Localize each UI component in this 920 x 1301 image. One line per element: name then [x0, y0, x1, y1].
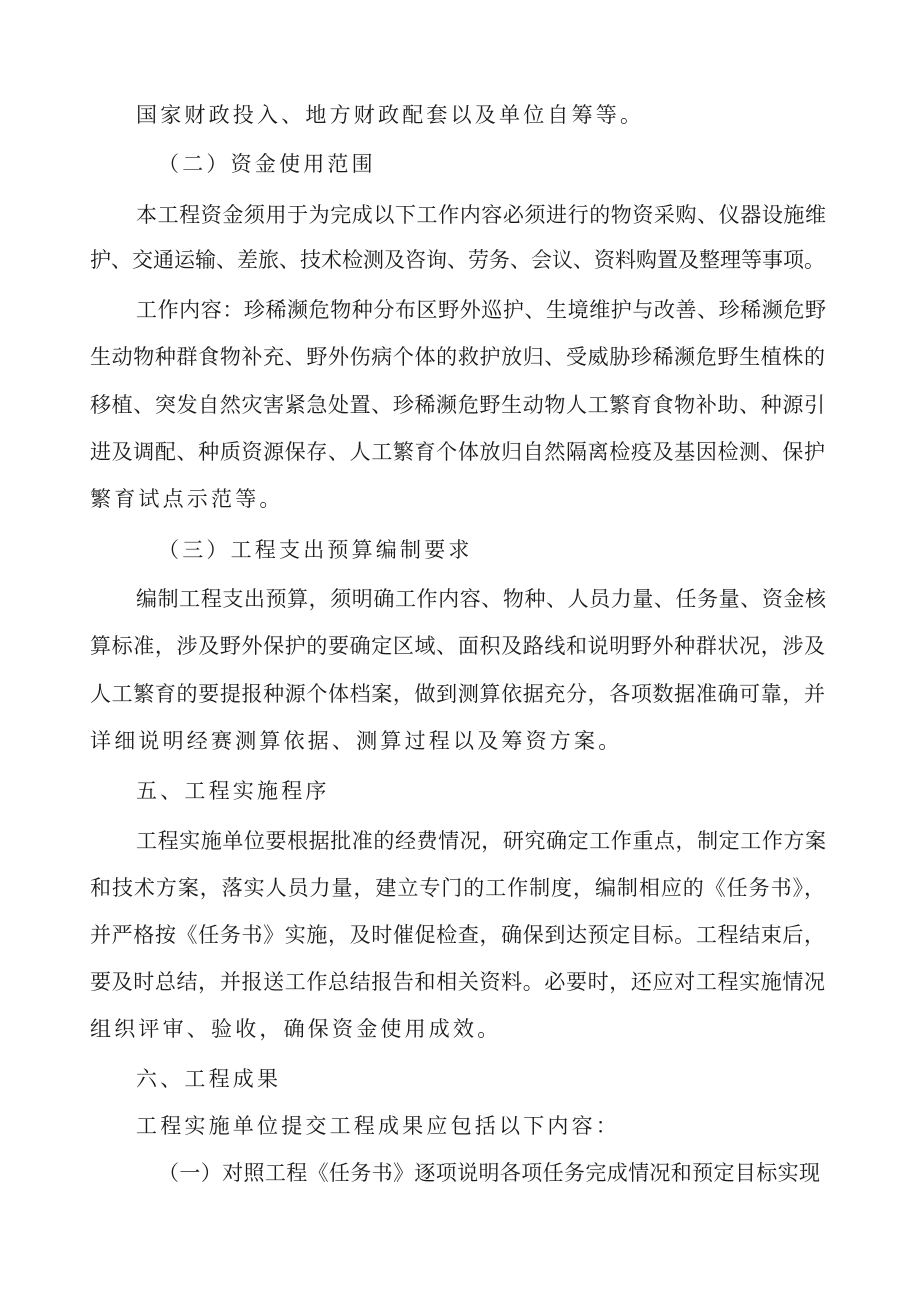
paragraph-line: 和技术方案，落实人员力量，建立专门的工作制度，编制相应的《任务书》， — [90, 876, 825, 900]
paragraph-line: 移植、突发自然灾害紧急处置、珍稀濒危野生动物人工繁育食物补助、种源引 — [90, 393, 825, 417]
paragraph-line: 工程实施单位提交工程成果应包括以下内容： — [136, 1114, 620, 1138]
paragraph-line: 护、交通运输、差旅、技术检测及咨询、劳务、会议、资料购置及整理等事项。 — [90, 248, 825, 272]
paragraph-line: 详细说明经赛测算依据、测算过程以及筹资方案。 — [90, 729, 623, 753]
paragraph-line: 算标准，涉及野外保护的要确定区域、面积及路线和说明野外种群状况，涉及 — [90, 634, 825, 658]
paragraph-line: 要及时总结，并报送工作总结报告和相关资料。必要时，还应对工程实施情况 — [90, 970, 825, 994]
paragraph-line: 并严格按《任务书》实施，及时催促检查，确保到达预定目标。工程结束后， — [90, 923, 825, 947]
paragraph-line: 生动物种群食物补充、野外伤病个体的救护放归、受威胁珍稀濒危野生植株的 — [90, 345, 825, 369]
section-heading: 五、工程实施程序 — [136, 779, 330, 803]
paragraph-line: 进及调配、种质资源保存、人工繁育个体放归自然隔离检疫及基因检测、保护 — [90, 440, 825, 464]
paragraph-line: 人工繁育的要提报种源个体档案，做到测算依据充分，各项数据准确可靠，并 — [90, 682, 825, 706]
paragraph-line: 本工程资金须用于为完成以下工作内容必须进行的物资采购、仪器设施维 — [136, 203, 826, 227]
paragraph-line: 编制工程支出预算，须明确工作内容、物种、人员力量、任务量、资金核 — [136, 587, 826, 611]
section-heading: （三）工程支出预算编制要求 — [158, 538, 473, 562]
paragraph-line: 工作内容：珍稀濒危物种分布区野外巡护、生境维护与改善、珍稀濒危野 — [136, 298, 826, 322]
section-heading: （二）资金使用范围 — [158, 152, 376, 176]
paragraph-line: （一）对照工程《任务书》逐项说明各项任务完成情况和预定目标实现 — [158, 1161, 820, 1185]
paragraph-line: 工程实施单位要根据批准的经费情况，研究确定工作重点，制定工作方案 — [136, 829, 826, 853]
section-heading: 六、工程成果 — [136, 1067, 282, 1091]
paragraph-line: 繁育试点示范等。 — [90, 487, 284, 511]
paragraph-line: 国家财政投入、地方财政配套以及单位自筹等。 — [136, 103, 645, 127]
paragraph-line: 组织评审、验收，确保资金使用成效。 — [90, 1017, 502, 1041]
